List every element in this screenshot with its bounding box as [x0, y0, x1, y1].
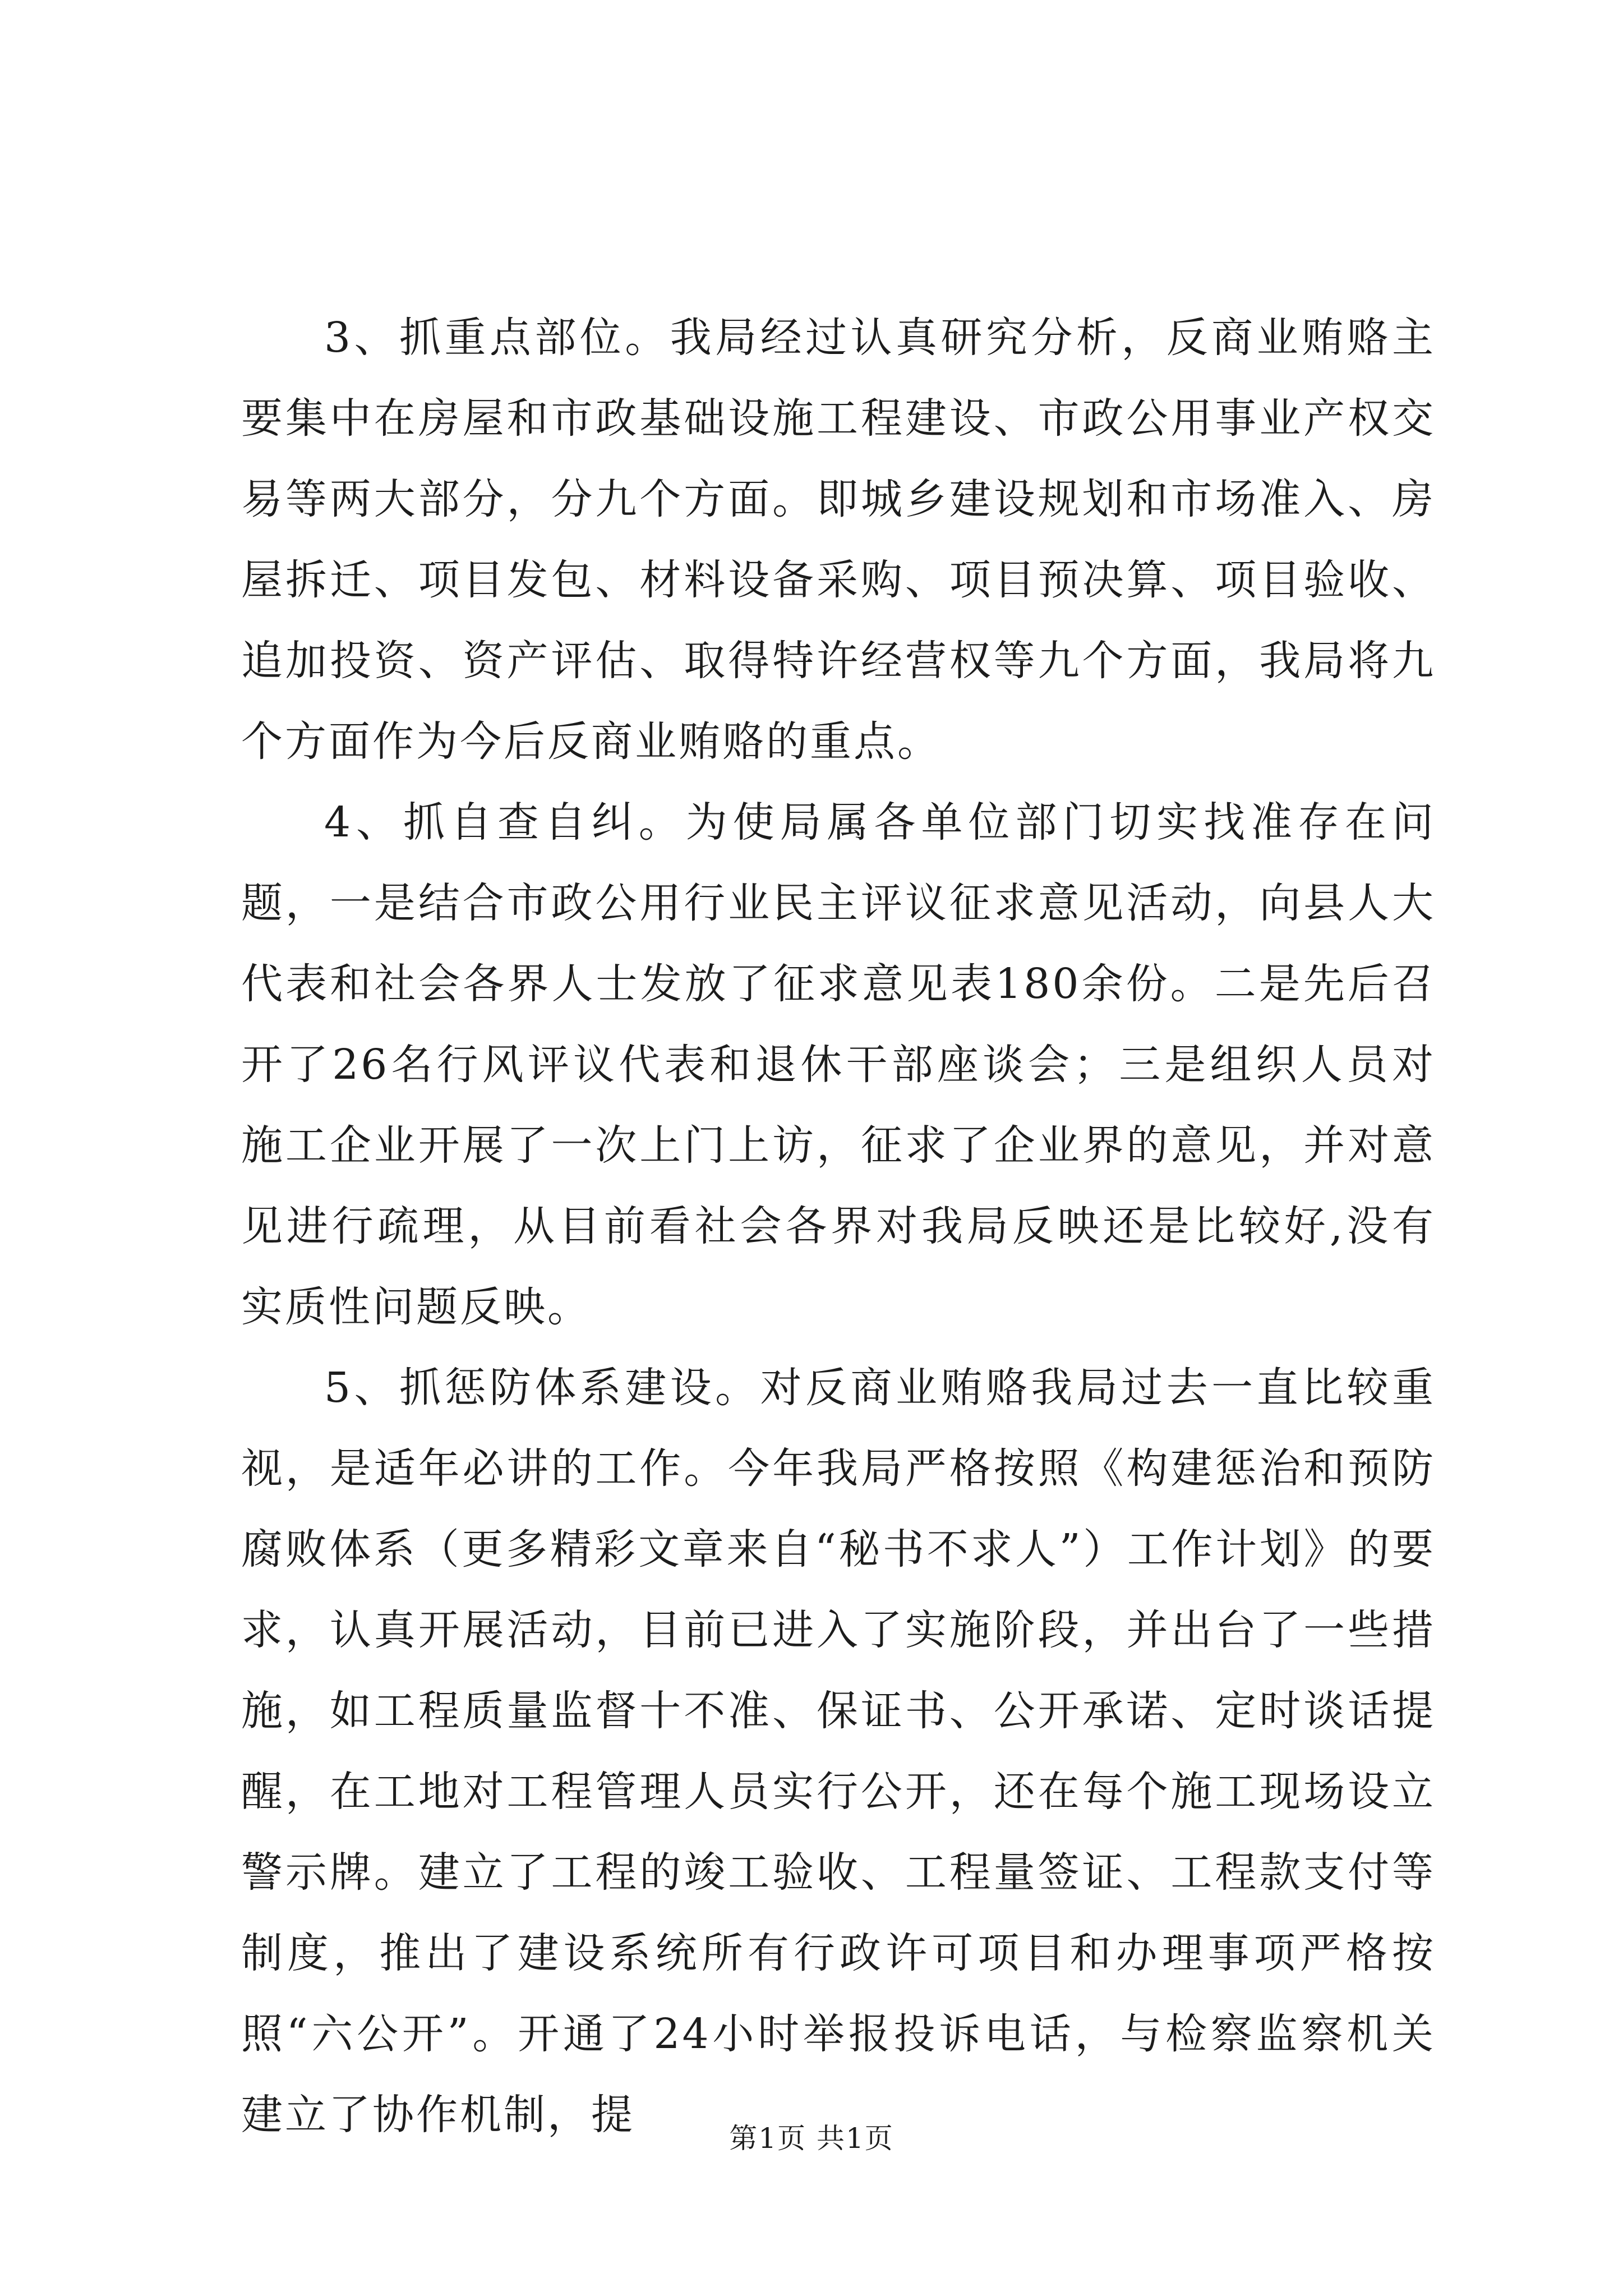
paragraph-prevention-system: 5、抓惩防体系建设。对反商业贿赂我局过去一直比较重视，是适年必讲的工作。今年我局严格按照《构建惩治和预防腐败体系（更多精彩文章来自“秘书不求人”）工作计划》的要求，认真开展活动，目前已进入了实施阶段，并出台了一些措施，如工程质量监督十不准、保证书、公开承诺、定时谈话提醒，在工地对工程管理人员实行公开，还在每个施工现场设立警示牌。建立了工程的竣工验收、工程量签证、工程款支付等制度，推出了建设系统所有行政许可项目和办理事项严格按照“六公开”。开通了24小时举报投诉电话，与检察监察机关建立了协作机制，提: [241, 1364, 1436, 2139]
document-body: [241, 297, 1436, 2155]
page-number-footer: 第1页 共1页: [729, 2122, 894, 2155]
paragraph-key-areas: 3、抓重点部位。我局经过认真研究分析，反商业贿赂主要集中在房屋和市政基础设施工程建设、市政公用事业产权交易等两大部分，分九个方面。即城乡建设规划和市场准入、房屋拆迁、项目发包、材料设备采购、项目预决算、项目验收、追加投资、资产评估、取得特许经营权等九个方面，我局将九个方面作为今后反商业贿赂的重点。: [241, 314, 1436, 766]
paragraph-self-inspection: 4、抓自查自纠。为使局属各单位部门切实找准存在问题，一是结合市政公用行业民主评议征求意见活动，向县人大代表和社会各界人士发放了征求意见表180余份。二是先后召开了26名行风评议代表和退休干部座谈会；三是组织人员对施工企业开展了一次上门上访，征求了企业界的意见，并对意见进行疏理，从目前看社会各界对我局反映还是比较好,没有实质性问题反映。: [241, 798, 1436, 1331]
